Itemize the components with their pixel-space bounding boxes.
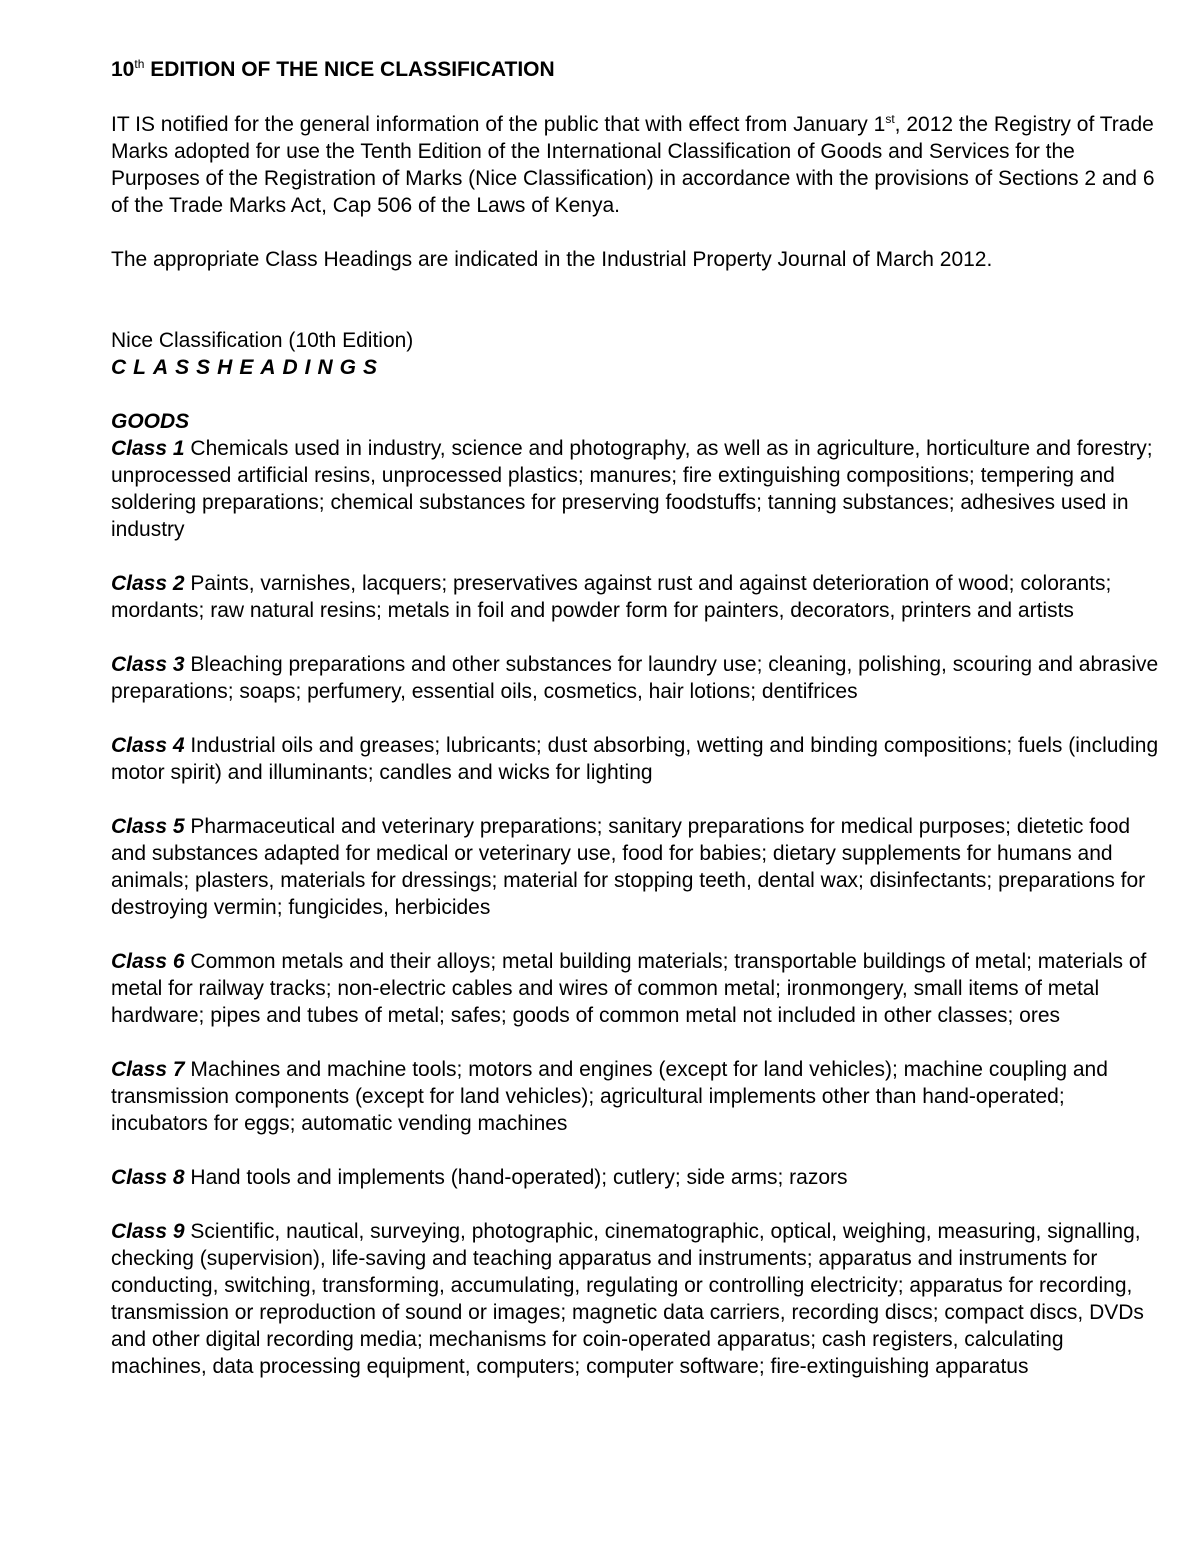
class-label: Class 3	[111, 653, 185, 676]
class-label: Class 8	[111, 1166, 185, 1189]
document-page	[111, 56, 1161, 1380]
class-label: Class 9	[111, 1220, 185, 1243]
class-description: Industrial oils and greases; lubricants; dust absorbing, wetting and binding compositions; fuels (including motor spirit) and illuminants; candles and wicks for lighting	[111, 734, 1159, 784]
class-entry	[111, 732, 1161, 786]
class-entry	[111, 435, 1161, 543]
class-description: Common metals and their alloys; metal building materials; transportable buildings of metal; materials of metal for railway tracks; non-electric cables and wires of common metal; ironmongery, small items of metal hardware; pipes and tubes of metal; safes; goods of common metal not included in other classes; ores	[111, 950, 1147, 1027]
class-entry	[111, 1218, 1161, 1380]
title-text: EDITION OF THE NICE CLASSIFICATION	[144, 58, 555, 81]
class-description: Paints, varnishes, lacquers; preservatives against rust and against deterioration of wood; colorants; mordants; raw natural resins; metals in foil and powder form for painters, decorators, printers and artists	[111, 572, 1112, 622]
class-label: Class 4	[111, 734, 185, 757]
notice-text-start: IT IS notified for the general information of the public that with effect from January 1	[111, 113, 886, 136]
class-label: Class 5	[111, 815, 185, 838]
class-entry	[111, 1164, 1161, 1191]
class-entry	[111, 813, 1161, 921]
class-headings-title: CLASSHEADINGS	[111, 356, 385, 379]
title-superscript: th	[134, 57, 145, 71]
document-title	[111, 56, 1161, 84]
class-description: Machines and machine tools; motors and engines (except for land vehicles); machine coupling and transmission components (except for land vehicles); agricultural implements other than hand-operated; incubators for eggs; automatic vending machines	[111, 1058, 1108, 1135]
class-entry	[111, 570, 1161, 624]
nice-edition-line: Nice Classification (10th Edition)	[111, 329, 414, 352]
title-number: 10	[111, 58, 135, 81]
class-entry	[111, 948, 1161, 1029]
class-label: Class 7	[111, 1058, 185, 1081]
class-entry	[111, 651, 1161, 705]
journal-note: The appropriate Class Headings are indicated in the Industrial Property Journal of March 2012.	[111, 248, 993, 271]
class-description: Pharmaceutical and veterinary preparations; sanitary preparations for medical purposes; dietetic food and substances adapted for medical or veterinary use, food for babies; dietary supplements for humans and animals; plasters, materials for dressings; material for stopping teeth, dental wax; disinfectants; preparations for destroying vermin; fungicides, herbicides	[111, 815, 1146, 919]
notice-superscript: st	[885, 112, 895, 126]
class-label: Class 2	[111, 572, 185, 595]
class-description: Hand tools and implements (hand-operated); cutlery; side arms; razors	[184, 1166, 848, 1189]
goods-label: GOODS	[111, 410, 190, 433]
class-description: Chemicals used in industry, science and photography, as well as in agriculture, horticulture and forestry; unprocessed artificial resins, unprocessed plastics; manures; fire extinguishing compositions; tempering and soldering preparations; chemical substances for preserving foodstuffs; tanning substances; adhesives used in industry	[111, 437, 1153, 541]
class-description: Bleaching preparations and other substances for laundry use; cleaning, polishing, scouring and abrasive preparations; soaps; perfumery, essential oils, cosmetics, hair lotions; dentifrices	[111, 653, 1159, 703]
notice-text-end: , 2012 the Registry of Trade Marks adopted for use the Tenth Edition of the International Classification of Goods and Services for the Purposes of the Registration of Marks (Nice Classification) in accordance with the provisions of Sections 2 and 6 of the Trade Marks Act, Cap 506 of the Laws of Kenya.	[111, 113, 1155, 217]
class-entry	[111, 1056, 1161, 1137]
class-label: Class 6	[111, 950, 185, 973]
class-label: Class 1	[111, 437, 185, 460]
notice-paragraph	[111, 111, 1161, 219]
class-description: Scientific, nautical, surveying, photographic, cinematographic, optical, weighing, measuring, signalling, checking (supervision), life-saving and teaching apparatus and instruments; apparatus and instruments for conducting, switching, transforming, accumulating, regulating or controlling electricity; apparatus for recording, transmission or reproduction of sound or images; magnetic data carriers, recording discs; compact discs, DVDs and other digital recording media; mechanisms for coin-operated apparatus; cash registers, calculating machines, data processing equipment, computers; computer software; fire-extinguishing apparatus	[111, 1220, 1144, 1378]
